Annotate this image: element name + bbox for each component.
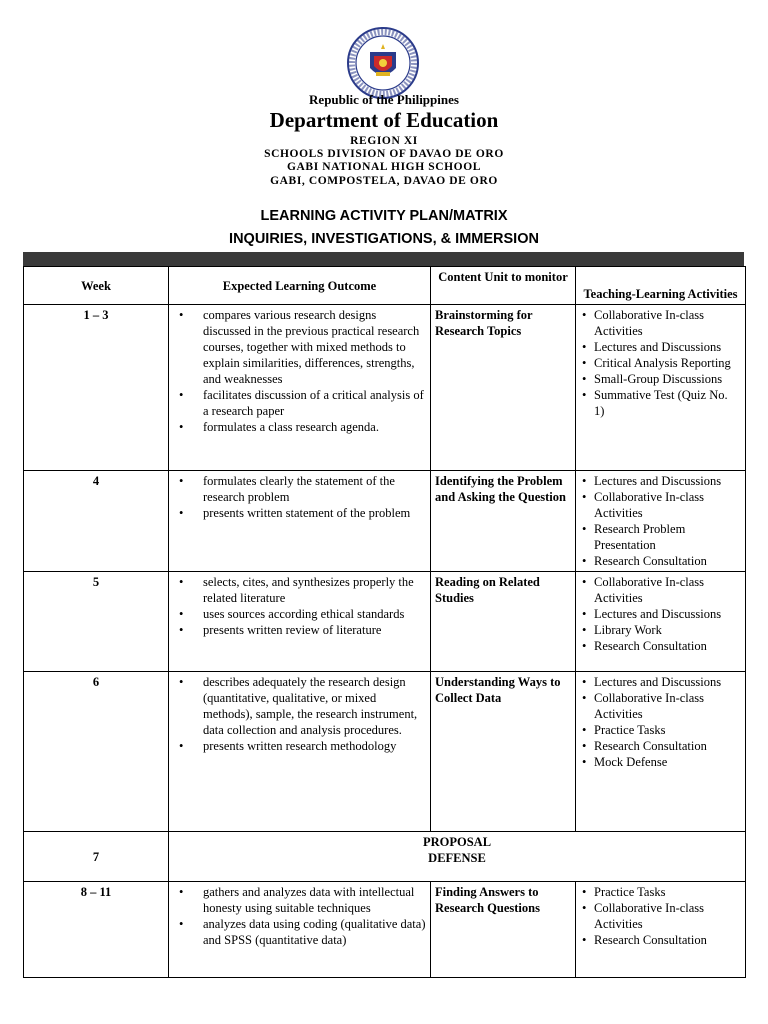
content-unit-cell: Understanding Ways to Collect Data (431, 672, 576, 832)
column-header-week: Week (24, 267, 169, 305)
activity-item: • Mock Defense (580, 754, 741, 770)
outcome-list (173, 884, 426, 948)
activity-list (580, 574, 741, 654)
outcome-cell (169, 471, 431, 572)
activity-list (580, 473, 741, 569)
deped-seal-logo (346, 26, 420, 100)
week-cell: 4 (24, 471, 169, 572)
column-header-content-unit: Content Unit to monitor (431, 267, 576, 305)
outcome-cell (169, 672, 431, 832)
table-row (24, 882, 746, 978)
week-cell: 5 (24, 572, 169, 672)
activity-item: • Collaborative In-class Activities (580, 574, 741, 606)
week-cell: 7 (24, 832, 169, 882)
activity-item: • Research Consultation (580, 553, 741, 569)
division-line: SCHOOLS DIVISION OF DAVAO DE ORO (264, 148, 504, 160)
outcome-item: • describes adequately the research design (quantitative, qualitative, or mixed methods), sample, the research instrument, data collection and analysis procedures. (173, 674, 426, 738)
department-title: Department of Education (269, 108, 499, 132)
outcome-cell (169, 882, 431, 978)
outcome-list (173, 674, 426, 754)
activity-item: • Library Work (580, 622, 741, 638)
activity-item: • Research Consultation (580, 638, 741, 654)
content-unit-cell: Reading on Related Studies (431, 572, 576, 672)
outcome-item: • formulates clearly the statement of the research problem (173, 473, 426, 505)
activity-item: • Collaborative In-class Activities (580, 690, 741, 722)
outcome-item: • uses sources according ethical standards (173, 606, 426, 622)
activity-item: • Small-Group Discussions (580, 371, 741, 387)
outcome-item: • formulates a class research agenda. (173, 419, 426, 435)
activity-item: • Research Consultation (580, 932, 741, 948)
document-title: LEARNING ACTIVITY PLAN/MATRIX (260, 208, 508, 224)
content-unit-cell: Brainstorming for Research Topics (431, 305, 576, 471)
activities-cell (576, 572, 746, 672)
header-row (24, 267, 746, 305)
table-row (24, 305, 746, 471)
outcome-cell (169, 305, 431, 471)
activities-cell (576, 882, 746, 978)
outcome-item: • facilitates discussion of a critical analysis of a research paper (173, 387, 426, 419)
week-cell: 1 – 3 (24, 305, 169, 471)
address-line: GABI, COMPOSTELA, DAVAO DE ORO (270, 175, 498, 187)
activity-list (580, 674, 741, 770)
table-header-bar (23, 252, 744, 266)
content-unit-cell: Identifying the Problem and Asking the Question (431, 471, 576, 572)
activities-cell (576, 305, 746, 471)
outcome-item: • presents written research methodology (173, 738, 426, 754)
activity-item: • Collaborative In-class Activities (580, 900, 741, 932)
activity-item: • Research Problem Presentation (580, 521, 741, 553)
table-row (24, 572, 746, 672)
activity-list (580, 884, 741, 948)
region-line: REGION XI (350, 135, 418, 147)
activities-cell (576, 672, 746, 832)
outcome-item: • gathers and analyzes data with intellectual honesty using suitable techniques (173, 884, 426, 916)
defense-row (24, 832, 746, 882)
outcome-item: • selects, cites, and synthesizes properly the related literature (173, 574, 426, 606)
week-cell: 8 – 11 (24, 882, 169, 978)
outcome-list (173, 307, 426, 435)
activity-item: • Collaborative In-class Activities (580, 489, 741, 521)
republic-line: Republic of the Philippines (309, 92, 459, 107)
activity-item: • Research Consultation (580, 738, 741, 754)
activity-item: • Lectures and Discussions (580, 606, 741, 622)
outcome-item: • presents written review of literature (173, 622, 426, 638)
activity-item: • Lectures and Discussions (580, 473, 741, 489)
activity-list (580, 307, 741, 419)
column-header-activities: Teaching-Learning Activities (576, 267, 746, 305)
outcome-item: • presents written statement of the problem (173, 505, 426, 521)
outcome-item: • analyzes data using coding (qualitative data) and SPSS (quantitative data) (173, 916, 426, 948)
activity-item: • Collaborative In-class Activities (580, 307, 741, 339)
column-header-outcome: Expected Learning Outcome (169, 267, 431, 305)
activity-item: • Critical Analysis Reporting (580, 355, 741, 371)
outcome-list (173, 473, 426, 521)
learning-activity-matrix (23, 266, 746, 978)
defense-label-line2: DEFENSE (428, 851, 486, 865)
content-unit-cell: Finding Answers to Research Questions (431, 882, 576, 978)
activity-item: • Summative Test (Quiz No. 1) (580, 387, 741, 419)
school-line: GABI NATIONAL HIGH SCHOOL (286, 161, 482, 173)
defense-label-cell (169, 832, 746, 882)
activity-item: • Lectures and Discussions (580, 339, 741, 355)
activities-cell (576, 471, 746, 572)
activity-item: • Practice Tasks (580, 722, 741, 738)
subject-title: INQUIRIES, INVESTIGATIONS, & IMMERSION (229, 231, 539, 247)
activity-item: • Lectures and Discussions (580, 674, 741, 690)
outcome-cell (169, 572, 431, 672)
outcome-item: • compares various research designs discussed in the previous practical research courses, together with mixed methods to explain similarities, differences, strengths, and weaknesses (173, 307, 426, 387)
table-row (24, 672, 746, 832)
outcome-list (173, 574, 426, 638)
week-cell: 6 (24, 672, 169, 832)
activity-item: • Practice Tasks (580, 884, 741, 900)
table-row (24, 471, 746, 572)
defense-label-line1: PROPOSAL (422, 835, 492, 849)
